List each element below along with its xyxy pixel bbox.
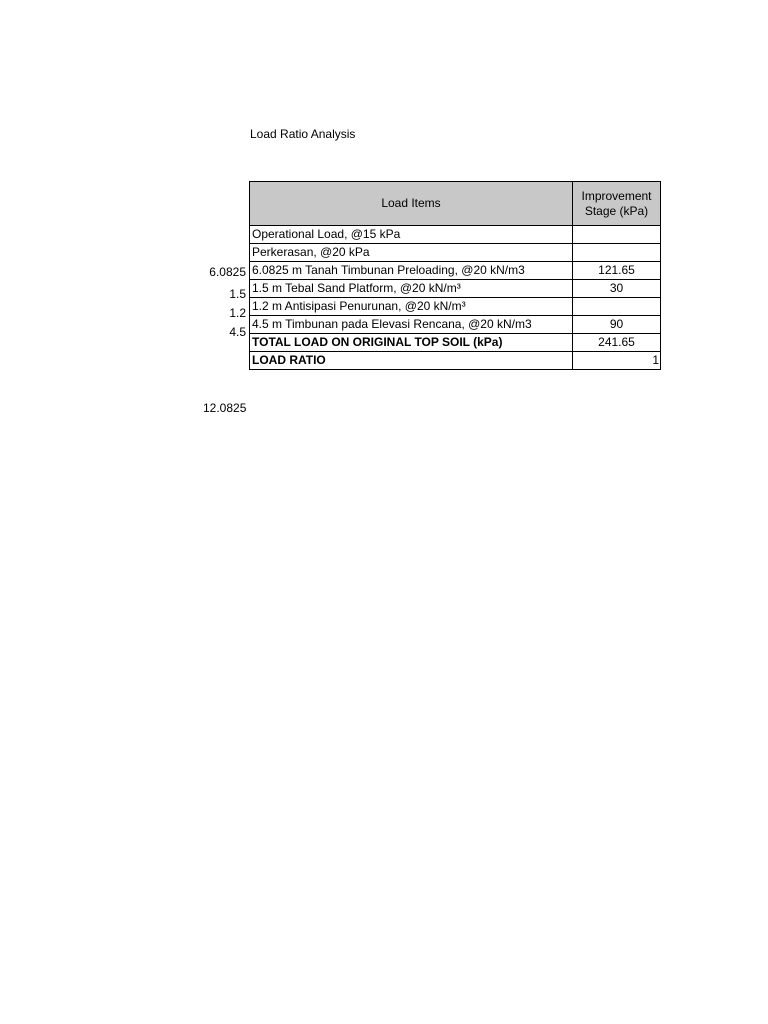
table-row (250, 244, 661, 262)
document-title: Load Ratio Analysis (250, 127, 356, 141)
side-thickness-value: 1.2 (229, 306, 246, 320)
thickness-sum-value: 12.0825 (203, 401, 247, 415)
load-ratio-label: LOAD RATIO (250, 352, 573, 370)
load-item-label: 1.2 m Antisipasi Penurunan, @20 kN/m³ (250, 298, 573, 316)
side-thickness-column (190, 0, 246, 1024)
header-load-items: Load Items (250, 182, 573, 226)
total-load-value: 241.65 (573, 334, 661, 352)
load-value (573, 244, 661, 262)
load-value (573, 298, 661, 316)
table-row (250, 280, 661, 298)
side-thickness-value: 6.0825 (209, 265, 246, 279)
side-thickness-value: 1.5 (229, 287, 246, 301)
load-value: 90 (573, 316, 661, 334)
load-value: 30 (573, 280, 661, 298)
total-load-label: TOTAL LOAD ON ORIGINAL TOP SOIL (kPa) (250, 334, 573, 352)
load-item-label: 4.5 m Timbunan pada Elevasi Rencana, @20 kN/m3 (250, 316, 573, 334)
table-row (250, 262, 661, 280)
table-row (250, 226, 661, 244)
load-ratio-value: 1 (573, 352, 661, 370)
side-thickness-value: 4.5 (229, 325, 246, 339)
table-header-row (250, 182, 661, 226)
load-value: 121.65 (573, 262, 661, 280)
load-item-label: 6.0825 m Tanah Timbunan Preloading, @20 kN/m3 (250, 262, 573, 280)
table-row (250, 316, 661, 334)
load-ratio-table (249, 181, 661, 370)
load-value (573, 226, 661, 244)
load-item-label: Operational Load, @15 kPa (250, 226, 573, 244)
total-load-row (250, 334, 661, 352)
load-item-label: Perkerasan, @20 kPa (250, 244, 573, 262)
load-ratio-row (250, 352, 661, 370)
load-item-label: 1.5 m Tebal Sand Platform, @20 kN/m³ (250, 280, 573, 298)
header-improvement-stage: Improvement Stage (kPa) (573, 182, 661, 226)
table-row (250, 298, 661, 316)
